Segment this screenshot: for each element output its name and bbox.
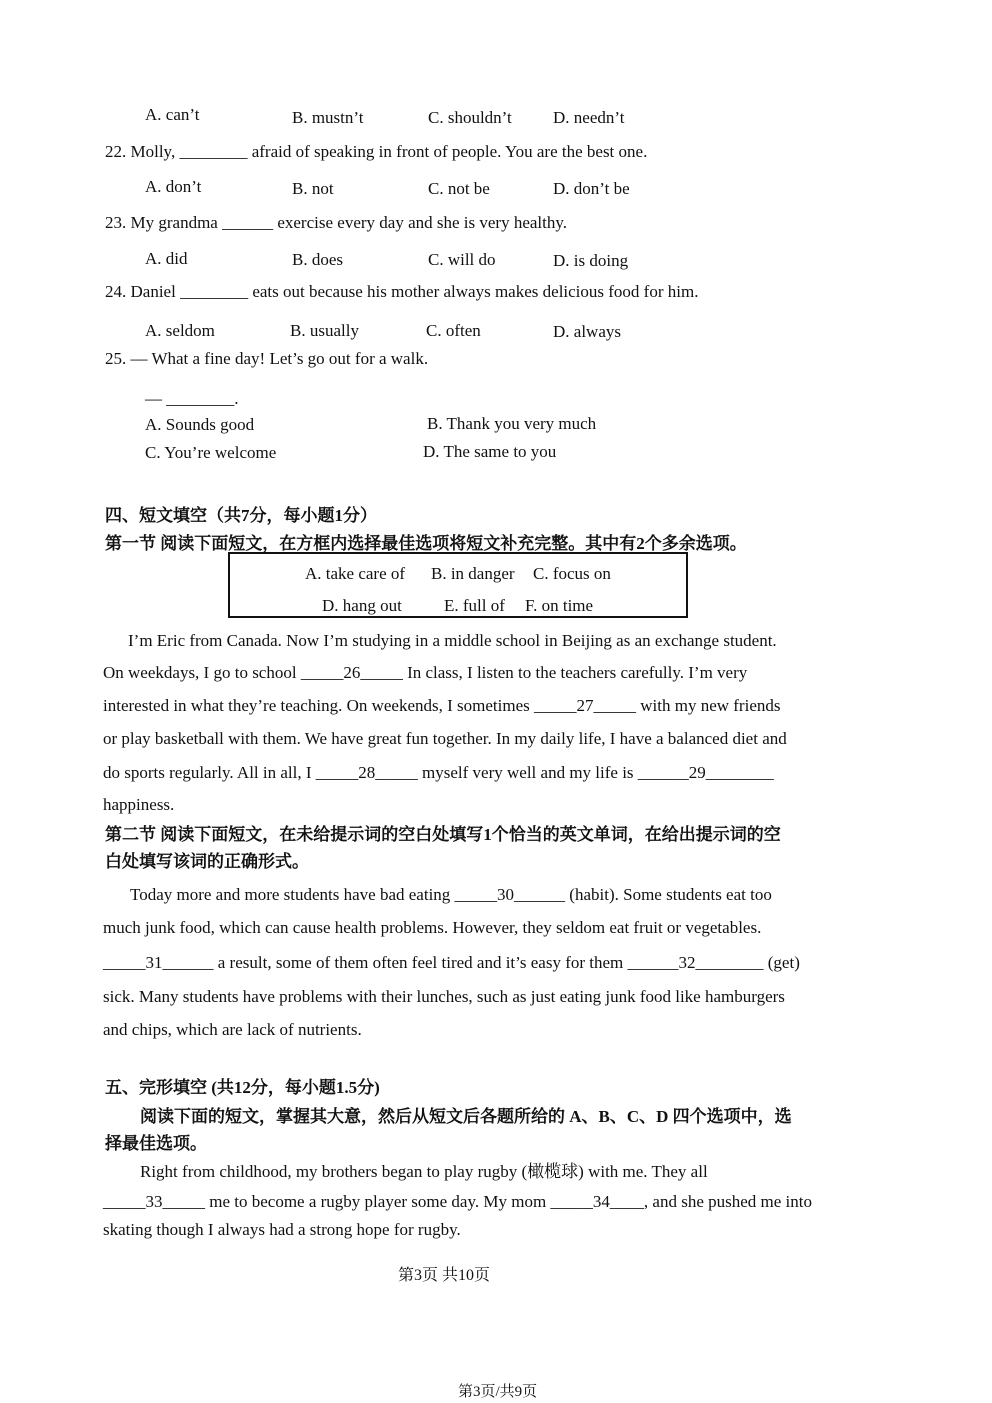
passage1-line: interested in what they’re teaching. On weekends, I sometimes _____27_____ with my new friends [103,696,781,715]
passage1-line: or play basketball with them. We have great fun together. In my daily life, I have a balanced diet and [103,729,787,748]
passage2-line: much junk food, which can cause health problems. However, they seldom eat fruit or vegetables. [103,918,762,937]
q21-option-d: D. needn’t [553,108,625,127]
q22-option-b: B. not [292,179,334,198]
q25-option-d: D. The same to you [423,442,557,461]
section5-instruction: 择最佳选项。 [105,1134,207,1153]
q22-option-d: D. don’t be [553,179,630,198]
word-bank-e: E. full of [444,596,505,615]
passage3-line: _____33_____ me to become a rugby player some day. My mom _____34____, and she pushed me into [103,1192,813,1211]
q24-option-d: D. always [553,322,621,341]
word-bank-d: D. hang out [322,596,402,615]
word-bank-f: F. on time [525,596,594,615]
section5-title: 五、完形填空 (共12分，每小题1.5分) [105,1078,380,1097]
section5-instruction: 阅读下面的短文，掌握其大意，然后从短文后各题所给的 A、B、C、D 四个选项中，选 [140,1107,792,1126]
q22-option-a: A. don’t [145,177,202,196]
passage1-line: happiness. [103,795,175,814]
q22-option-c: C. not be [428,179,490,198]
q23-stem: 23. My grandma ______ exercise every day and she is very healthy. [105,213,568,232]
passage1-line: I’m Eric from Canada. Now I’m studying in a middle school in Beijing as an exchange student. [128,631,777,650]
q25-option-b: B. Thank you very much [427,414,597,433]
passage1-line: do sports regularly. All in all, I _____28_____ myself very well and my life is ______29________ [103,763,774,782]
q23-option-b: B. does [292,250,343,269]
q24-option-a: A. seldom [145,321,215,340]
q23-option-c: C. will do [428,250,496,269]
section4-part1-instruction: 第一节 阅读下面短文，在方框内选择最佳选项将短文补充完整。其中有2个多余选项。 [105,534,747,553]
section4-part2-instruction: 白处填写该词的正确形式。 [105,852,309,871]
passage2-line: sick. Many students have problems with their lunches, such as just eating junk food like hamburgers [103,987,785,1006]
passage1-line: On weekdays, I go to school _____26_____ In class, I listen to the teachers carefully. I’m very [103,663,748,682]
q21-option-b: B. mustn’t [292,108,364,127]
q21-option-c: C. shouldn’t [428,108,512,127]
page-number-inner: 第3页 共10页 [398,1267,491,1284]
q25-option-a: A. Sounds good [145,415,255,434]
word-bank-b: B. in danger [431,564,515,583]
word-bank-c: C. focus on [533,564,611,583]
q25-answer-line: — ________. [145,389,239,408]
section4-part2-instruction: 第二节 阅读下面短文，在未给提示词的空白处填写1个恰当的英文单词，在给出提示词的空 [105,825,781,844]
passage2-line: _____31______ a result, some of them often feel tired and it’s easy for them ______32________ (get) [103,953,800,972]
passage2-line: Today more and more students have bad eating _____30______ (habit). Some students eat too [130,885,772,904]
q21-option-a: A. can’t [145,105,200,124]
q22-stem: 22. Molly, ________ afraid of speaking in front of people. You are the best one. [105,142,648,161]
word-bank-a: A. take care of [305,564,406,583]
passage3-line: skating though I always had a strong hope for rugby. [103,1220,461,1239]
section4-title: 四、短文填空（共7分，每小题1分） [105,506,377,525]
page-number-outer: 第3页/共9页 [458,1384,538,1400]
q23-option-a: A. did [145,249,188,268]
q25-option-c: C. You’re welcome [145,443,277,462]
q23-option-d: D. is doing [553,251,629,270]
q24-stem: 24. Daniel ________ eats out because his mother always makes delicious food for him. [105,282,699,301]
q24-option-b: B. usually [290,321,359,340]
q25-stem: 25. — What a fine day! Let’s go out for a walk. [105,349,429,368]
passage2-line: and chips, which are lack of nutrients. [103,1020,362,1039]
passage3-line: Right from childhood, my brothers began to play rugby (橄榄球) with me. They all [140,1162,708,1181]
q24-option-c: C. often [426,321,481,340]
